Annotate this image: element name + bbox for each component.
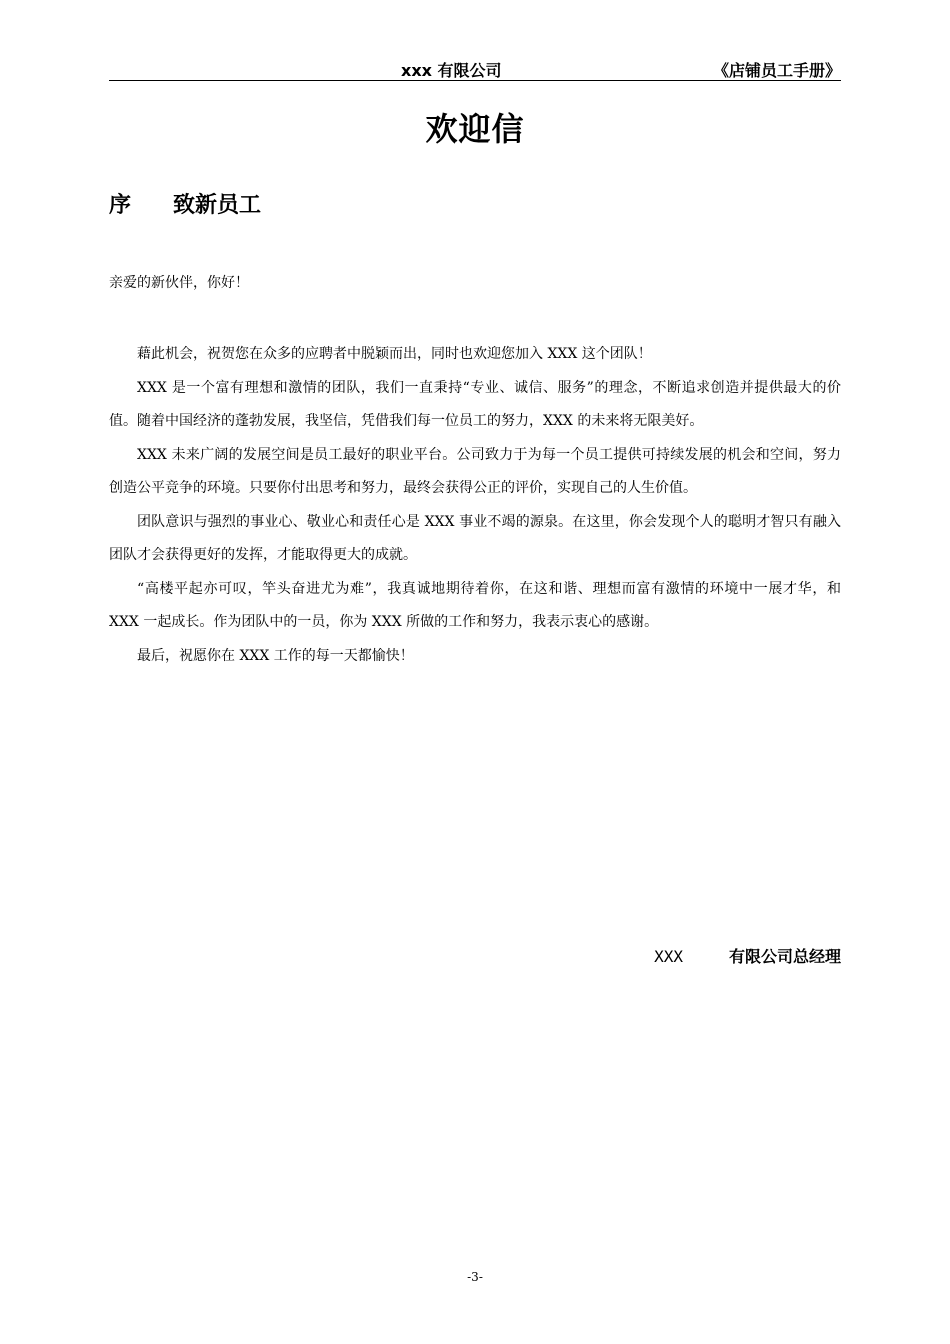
body-paragraph: XXX 未来广阔的发展空间是员工最好的职业平台。公司致力于为每一个员工提供可持续发展的机会和空间，努力创造公平竞争的环境。只要你付出思考和努力，最终会获得公正的评价，实现自己的人生价值。 [109, 446, 841, 496]
greeting-line: 亲爱的新伙伴，你好！ [109, 275, 249, 291]
body-paragraph: XXX 是一个富有理想和激情的团队，我们一直秉持“专业、诚信、服务”的理念，不断追求创造并提供最大的价值。随着中国经济的蓬勃发展，我坚信，凭借我们每一位员工的努力，XXX 的未来将无限美好。 [109, 379, 841, 429]
document-title: 欢迎信 [425, 110, 525, 148]
body-paragraph: “高楼平起亦可叹，竿头奋进尤为难”，我真诚地期待着你，在这和谐、理想而富有激情的环境中一展才华，和 XXX 一起成长。作为团队中的一员，你为 XXX 所做的工作和努力，我表示衷心的感谢。 [109, 580, 841, 630]
signature-block [654, 944, 841, 967]
page-header [109, 58, 841, 81]
page-number: -3- [467, 1270, 483, 1284]
body-paragraph: 最后，祝愿你在 XXX 工作的每一天都愉快！ [137, 647, 414, 664]
section-number: 序 [109, 193, 132, 218]
section-heading [109, 188, 261, 219]
body-paragraph: 团队意识与强烈的事业心、敬业心和责任心是 XXX 事业不竭的源泉。在这里，你会发现个人的聪明才智只有融入团队才会获得更好的发挥，才能取得更大的成就。 [109, 513, 841, 563]
section-heading-text: 致新员工 [173, 193, 262, 218]
signature-title: 有限公司总经理 [728, 947, 841, 966]
signature-name: XXX [654, 947, 683, 966]
header-manual-title: 《店铺员工手册》 [712, 61, 841, 80]
header-company-name: xxx 有限公司 [401, 61, 502, 80]
letter-body [109, 338, 841, 673]
body-paragraph: 藉此机会，祝贺您在众多的应聘者中脱颖而出，同时也欢迎您加入 XXX 这个团队！ [137, 346, 652, 362]
